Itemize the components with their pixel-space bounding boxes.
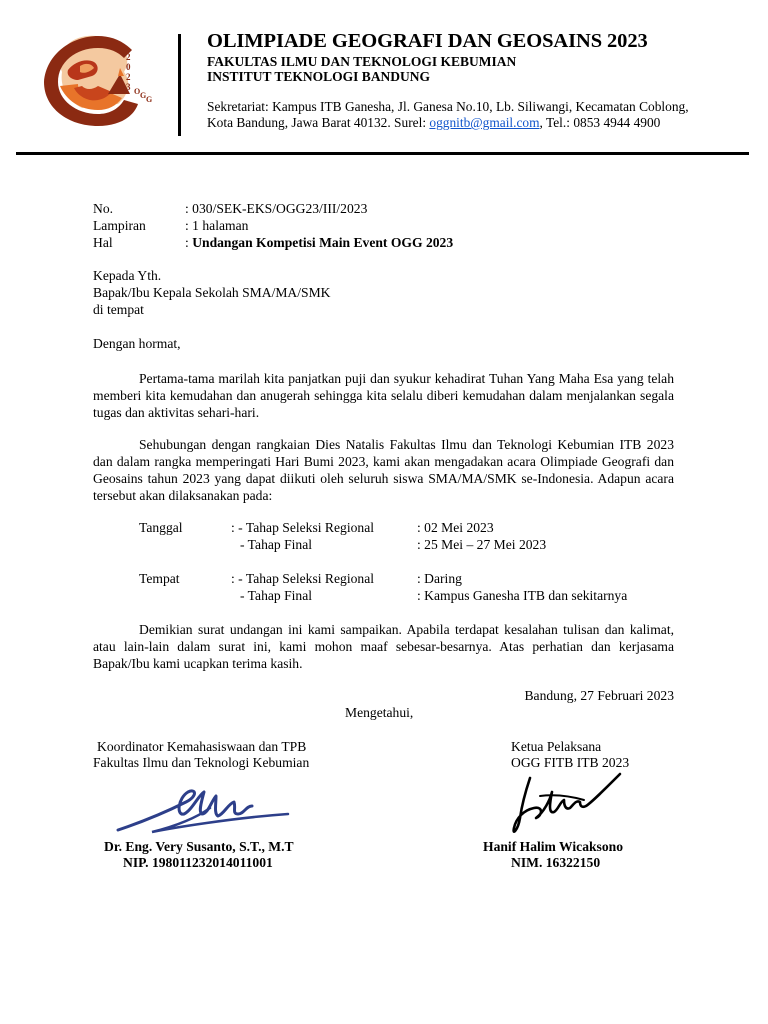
left-signatory-name: Dr. Eng. Very Susanto, S.T., M.T	[104, 839, 294, 854]
meta-lampiran-label: Lampiran	[93, 218, 146, 233]
meta-hal-colon: :	[185, 235, 193, 250]
right-signatory-name: Hanif Halim Wicaksono	[483, 839, 623, 854]
svg-text:0: 0	[126, 62, 131, 72]
salutation: Dengan hormat,	[93, 336, 181, 351]
schedule-tanggal-date1: : 02 Mei 2023	[417, 520, 494, 535]
schedule-tempat-stage2: - Tahap Final	[240, 588, 313, 603]
meta-no-label: No.	[93, 201, 114, 216]
address-suffix: , Tel.: 0853 4944 4900	[539, 115, 661, 130]
schedule-tempat-place2: : Kampus Ganesha ITB dan sekitarnya	[417, 588, 628, 603]
svg-text:2: 2	[126, 52, 131, 62]
meta-no-value: : 030/SEK-EKS/OGG23/III/2023	[185, 201, 368, 216]
letterhead-institute: INSTITUT TEKNOLOGI BANDUNG	[207, 69, 431, 84]
meta-hal-subject: Undangan Kompetisi Main Event OGG 2023	[192, 235, 454, 250]
schedule-tanggal-label: Tanggal	[139, 520, 183, 535]
right-signatory-id: NIM. 16322150	[511, 855, 601, 870]
svg-text:G: G	[140, 91, 147, 100]
letterhead-title: OLIMPIADE GEOGRAFI DAN GEOSAINS 2023	[207, 30, 648, 52]
right-signatory-title2: OGG FITB ITB 2023	[511, 755, 630, 770]
left-signatory-title2: Fakultas Ilmu dan Teknologi Kebumian	[93, 755, 310, 770]
right-signature-graphic	[500, 770, 630, 840]
paragraph-closing: Demikian surat undangan ini kami sampaikan. Apabila terdapat kesalahan tulisan dan kalimat, atau lain-lain dalam surat ini, kami mohon maaf sebesar-besarnya. Atas perhatian dan kerjasama Bapak/Ibu kami ucapkan terima kasih.	[93, 622, 674, 671]
header-rule	[16, 152, 749, 155]
recipient-line1: Kepada Yth.	[93, 268, 162, 283]
svg-text:G: G	[146, 95, 153, 104]
svg-text:3: 3	[126, 82, 131, 92]
recipient-line2: Bapak/Ibu Kepala Sekolah SMA/MA/SMK	[93, 285, 331, 300]
left-signatory-title1: Koordinator Kemahasiswaan dan TPB	[97, 739, 307, 754]
letterhead-address-line2	[207, 115, 660, 131]
letterhead-faculty: FAKULTAS ILMU DAN TEKNOLOGI KEBUMIAN	[207, 54, 517, 69]
svg-text:2: 2	[126, 72, 131, 82]
svg-text:O: O	[134, 87, 141, 96]
paragraph-opening: Pertama-tama marilah kita panjatkan puji dan syukur kehadirat Tuhan Yang Maha Esa yang telah memberi kita kemudahan dan anugerah sehingga kita selalu diberi kemudahan dalam menjalankan segala tugas dan aktivitas sehari-hari.	[93, 371, 674, 420]
left-signature-graphic	[112, 778, 302, 838]
right-signature	[500, 770, 630, 840]
right-signatory-title1: Ketua Pelaksana	[511, 739, 602, 754]
meta-hal-value	[185, 235, 453, 252]
ogg-logo	[38, 30, 158, 130]
schedule-tanggal-stage1: : - Tahap Seleksi Regional	[231, 520, 375, 535]
meta-lampiran-value: : 1 halaman	[185, 218, 249, 233]
schedule-tempat-label: Tempat	[139, 571, 180, 586]
schedule-tempat-stage1: : - Tahap Seleksi Regional	[231, 571, 375, 586]
header-divider-vertical	[178, 34, 181, 136]
acknowledged-label: Mengetahui,	[345, 705, 414, 720]
recipient-line3: di tempat	[93, 302, 144, 317]
ogg-logo-graphic	[38, 30, 158, 130]
paragraph-event: Sehubungan dengan rangkaian Dies Natalis Fakultas Ilmu dan Teknologi Kebumian ITB 2023 dan dalam rangka memperingati Hari Bumi 2023, kami akan mengadakan acara Olimpiade Geografi dan Geosains tahun 2023 yang dapat diikuti oleh seluruh siswa SMA/MA/SMK se-Indonesia. Adapun acara tersebut akan dilaksanakan pada:	[93, 437, 674, 503]
left-signatory-id: NIP. 198011232014011001	[123, 855, 273, 870]
email-link[interactable]: oggnitb@gmail.com	[429, 115, 540, 130]
schedule-tanggal-date2: : 25 Mei – 27 Mei 2023	[417, 537, 547, 552]
schedule-tempat-place1: : Daring	[417, 571, 462, 586]
left-signature	[112, 778, 302, 838]
schedule-tanggal-stage2: - Tahap Final	[240, 537, 313, 552]
meta-hal-label: Hal	[93, 235, 113, 250]
address-prefix: Kota Bandung, Jawa Barat 40132. Surel:	[207, 115, 430, 130]
letterhead-address-line1: Sekretariat: Kampus ITB Ganesha, Jl. Ganesa No.10, Lb. Siliwangi, Kecamatan Coblong,	[207, 99, 689, 114]
place-date: Bandung, 27 Februari 2023	[524, 688, 674, 703]
